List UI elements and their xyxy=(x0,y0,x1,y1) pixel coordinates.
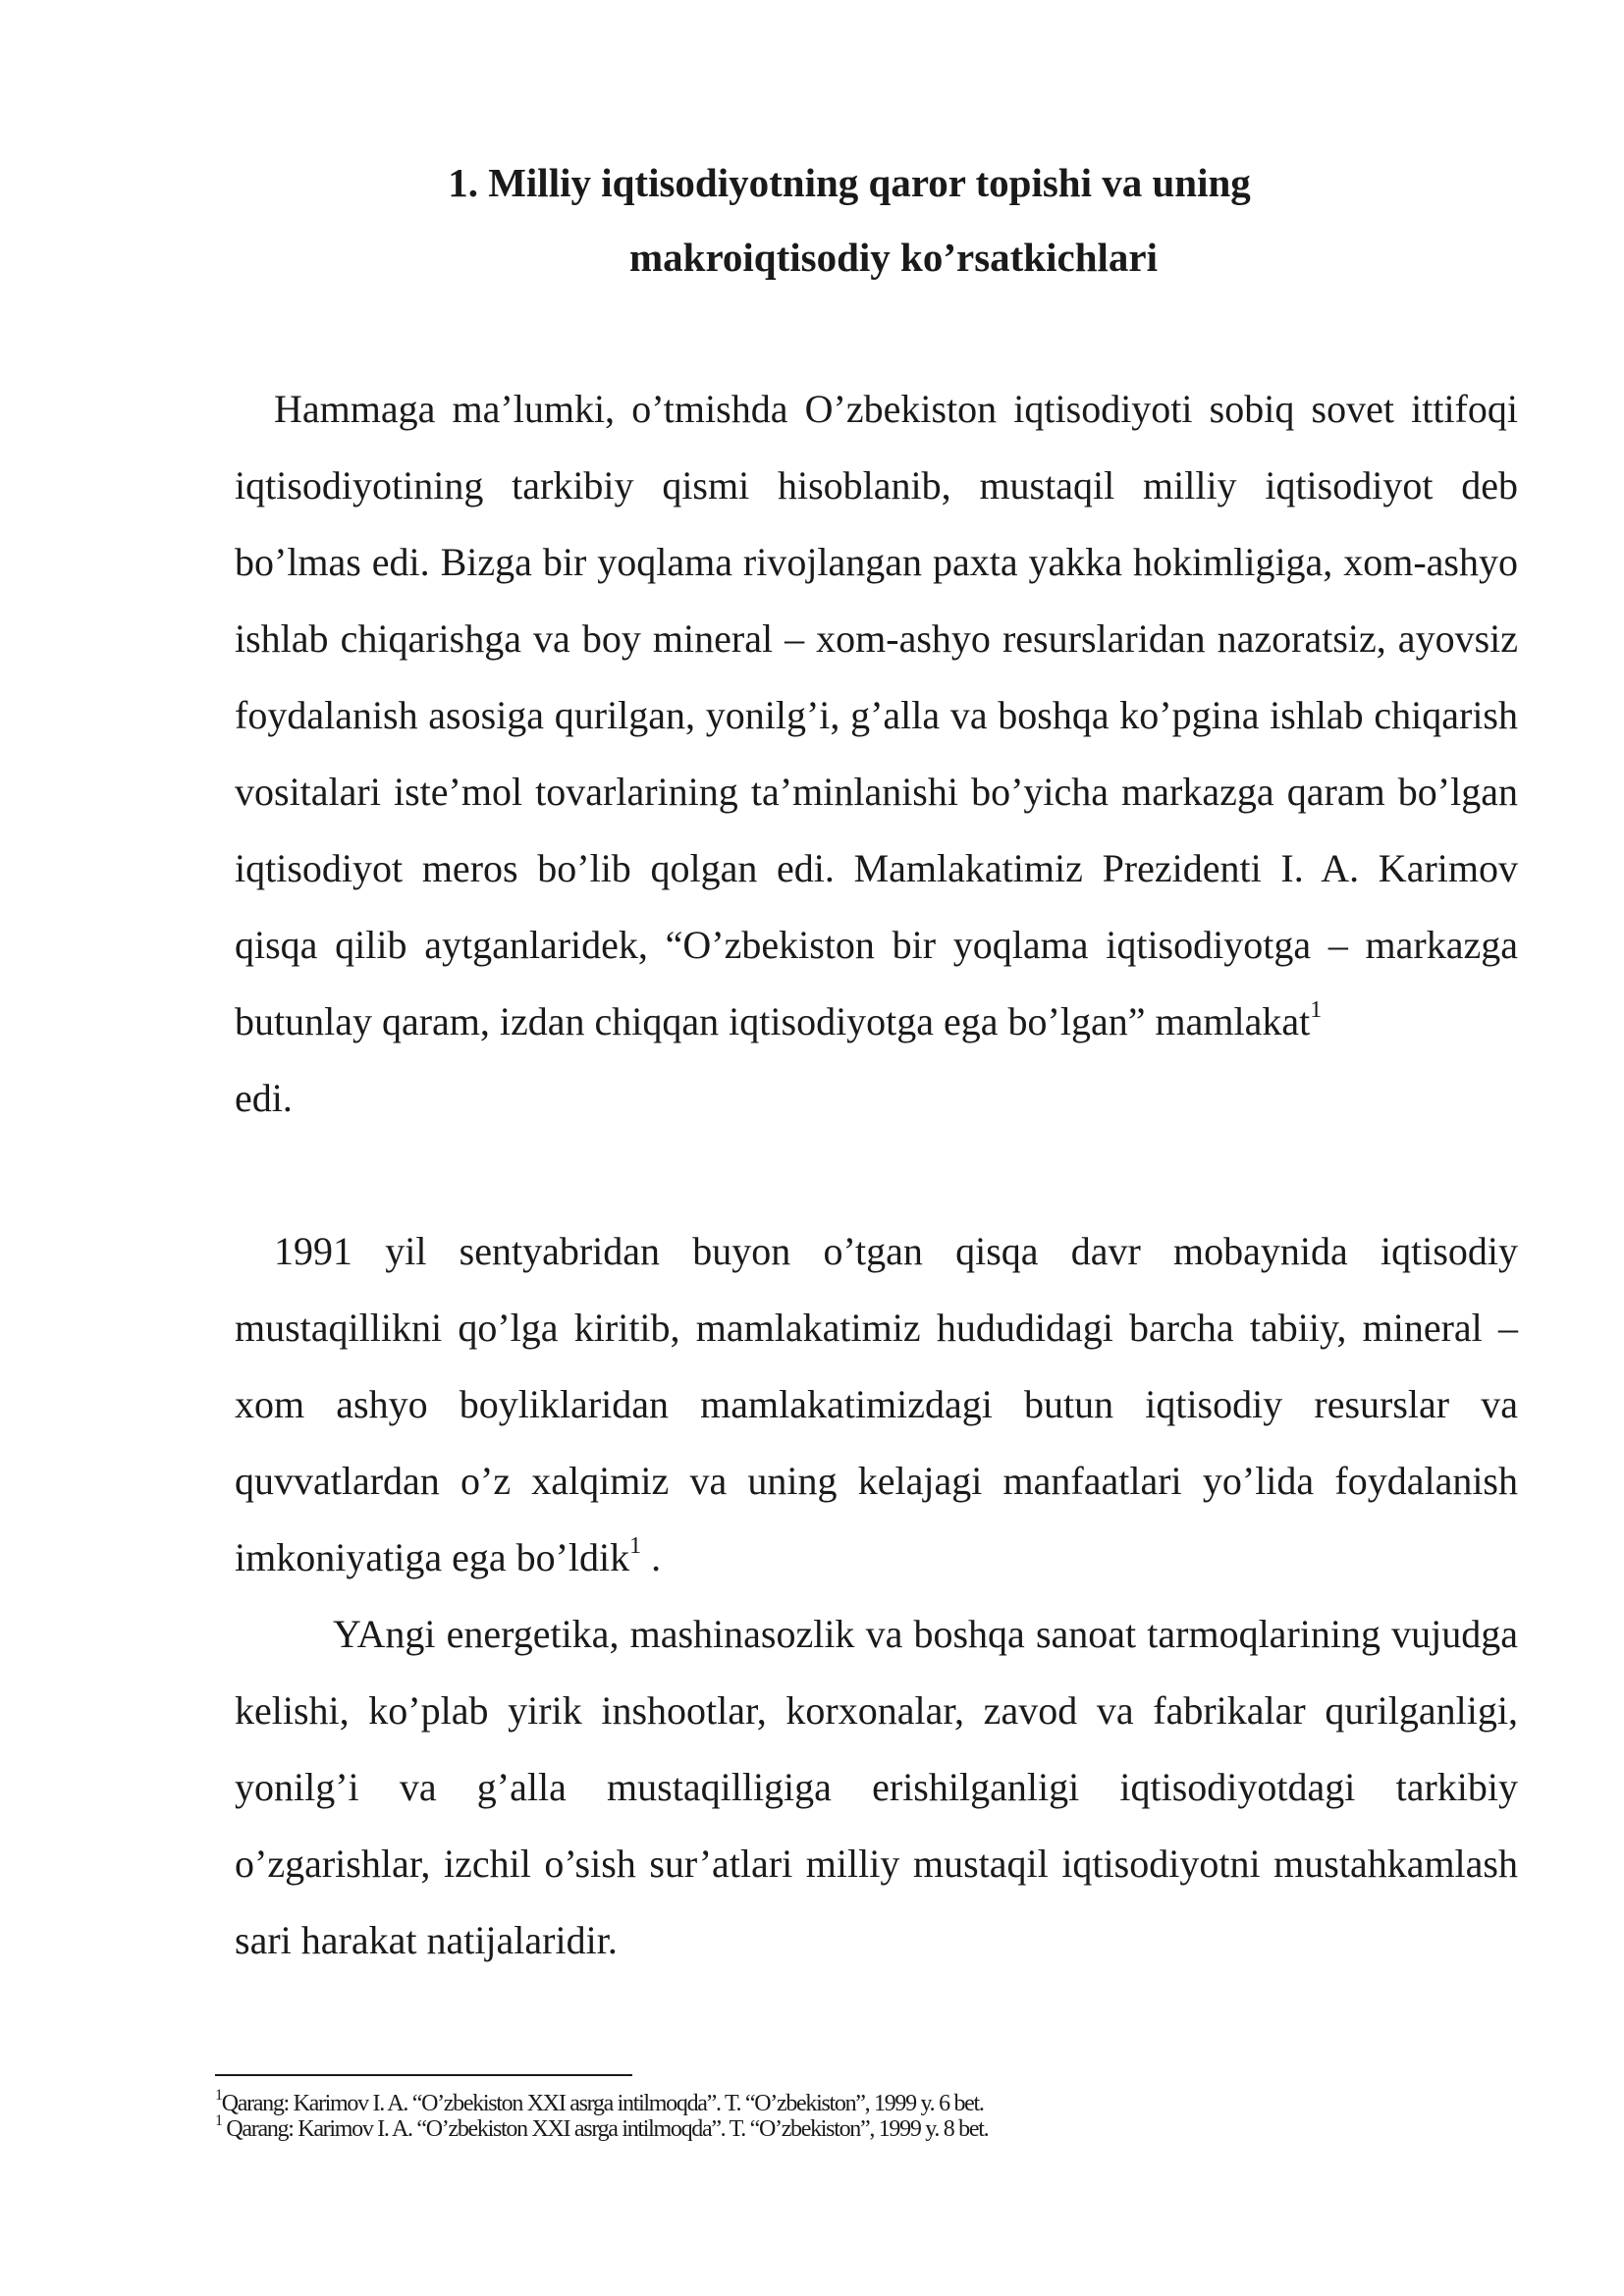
paragraph-2 xyxy=(235,1213,1518,1596)
paragraph-2-end: . xyxy=(641,1535,662,1579)
paragraph-1 xyxy=(235,371,1518,1137)
paragraph-1-end: edi. xyxy=(235,1076,293,1120)
paragraph-1-text: Hammaga ma’lumki, o’tmishda O’zbekiston iqtisodiyoti sobiq sovet ittifoqi iqtisodiyotining tarkibiy qismi hisoblanib, mustaqil milliy iqtisodiyot deb bo’lmas edi. Bizga bir yoqlama rivojlangan paxta yakka hokimligiga, xom-ashyo ishlab chiqarishga va boy mineral – xom-ashyo resurslaridan nazoratsiz, ayovsiz foydalanish asosiga qurilgan, yonilg’i, g’alla va boshqa ko’pgina ishlab chiqarish vositalari iste’mol tovarlarining ta’minlanishi bo’yicha markazga qaram bo’lgan iqtisodiyot meros bo’lib qolgan edi. Mamlakatimiz Prezidenti I. A. Karimov qisqa qilib aytganlaridek, “O’zbekiston bir yoqlama iqtisodiyotga – markazga butunlay qaram, izdan chiqqan iqtisodiyotga ega bo’lgan” mamlakat xyxy=(235,387,1518,1043)
heading-line-1: 1. Milliy iqtisodiyotning qaror topishi va uning xyxy=(448,160,1251,205)
footnotes xyxy=(215,2087,989,2142)
paragraph-3 xyxy=(235,1596,1518,1979)
footnote-1-text: Qarang: Karimov I. A. “O’zbekiston XXI asrga intilmoqda”. T. “O’zbekiston”, 1999 y. 6 bet. xyxy=(221,2091,984,2116)
paragraph-3-text: YAngi energetika, mashinasozlik va boshqa sanoat tarmoqlarining vujudga kelishi, ko’plab yirik inshootlar, korxonalar, zavod va fabrikalar qurilganligi, yonilg’i va g’alla mustaqilligiga erishilganligi iqtisodiyotdagi tarkibiy o’zgarishlar, izchil o’sish sur’atlari milliy mustaqil iqtisodiyotni mustahkamlash sari harakat natijalaridir. xyxy=(235,1612,1518,1962)
footnote-1-mark: 1 xyxy=(215,2087,222,2104)
footnote-1 xyxy=(215,2087,988,2116)
section-heading xyxy=(236,145,1512,294)
footnote-separator xyxy=(215,2074,632,2076)
footnote-2 xyxy=(215,2112,989,2142)
footnote-ref-1: 1 xyxy=(1310,996,1323,1023)
footnote-2-mark: 1 xyxy=(215,2112,222,2129)
footnote-ref-2: 1 xyxy=(629,1532,642,1559)
heading-line-2: makroiqtisodiy ko’rsatkichlari xyxy=(629,235,1158,280)
paragraph-2-text: 1991 yil sentyabridan buyon o’tgan qisqa davr mobaynida iqtisodiy mustaqillikni qo’lga kiritib, mamlakatimiz hududidagi barcha tabiiy, mineral – xom ashyo boyliklaridan mamlakatimizdagi butun iqtisodiy resurslar va quvvatlardan o’z xalqimiz va uning kelajagi manfaatlari yo’lida foydalanish imkoniyatiga ega bo’ldik xyxy=(235,1229,1518,1579)
footnote-2-text: Qarang: Karimov I. A. “O’zbekiston XXI asrga intilmoqda”. T. “O’zbekiston”, 1999 y. 8 bet. xyxy=(221,2116,989,2142)
